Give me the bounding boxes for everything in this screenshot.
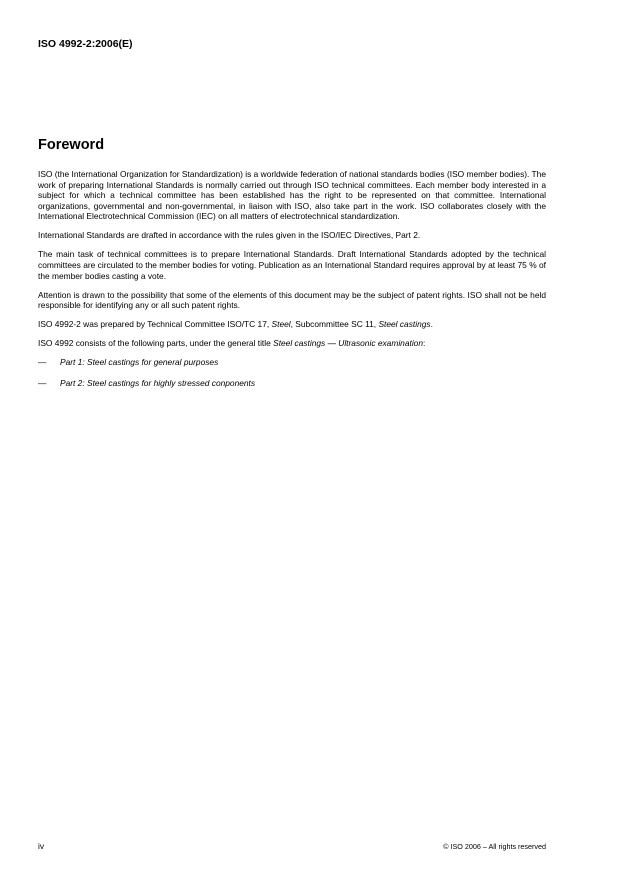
- page-title: Foreword: [38, 137, 105, 153]
- document-id-header: ISO 4992-2:2006(E): [38, 38, 133, 50]
- list-item-part-1: [38, 357, 546, 368]
- paragraph-patent-rights: Attention is drawn to the possibility that some of the elements of this document may be the subject of patent rights. ISO shall not be held responsible for identifying any or all such patent rights.: [38, 289, 546, 311]
- list-item-label: Part 2: Steel castings for highly stressed conponents: [60, 377, 256, 388]
- list-item-part-2: [38, 378, 546, 389]
- prepared-by-text-e: .: [430, 319, 433, 330]
- paragraph-committee-task: The main task of technical committees is to prepare International Standards. Draft International Standards adopted by the technical committees are circulated to the member bodies for voting. Publication as an International Standard requires approval by at least 75 % of the member bodies casting a vote.: [38, 249, 546, 281]
- list-item-label: Part 1: Steel castings for general purposes: [60, 357, 219, 368]
- parts-intro-text-a: ISO 4992 consists of the following parts, under the general title: [38, 338, 274, 349]
- paragraph-prepared-by: [38, 319, 546, 330]
- copyright-notice: © ISO 2006 – All rights reserved: [443, 842, 546, 851]
- parts-intro-text-c: :: [423, 338, 426, 349]
- paragraph-directives: International Standards are drafted in accordance with the rules given in the ISO/IEC Directives, Part 2.: [38, 230, 421, 241]
- prepared-by-subcommittee-title: Steel castings: [378, 319, 431, 330]
- prepared-by-committee-title: Steel: [271, 319, 291, 330]
- parts-general-title: Steel castings — Ultrasonic examination: [273, 338, 423, 349]
- page-number: iv: [38, 841, 45, 851]
- list-dash: —: [38, 357, 47, 368]
- foreword-body: [38, 169, 546, 398]
- paragraph-iso-intro: ISO (the International Organization for Standardization) is a worldwide federation of national standards bodies (ISO member bodies). The work of preparing International Standards is normally carried out through ISO technical committees. Each member body interested in a subject for which a technical committee has been established has the right to be represented on that committee. International organizations, governmental and non-governmental, in liaison with ISO, also take part in the work. ISO collaborates closely with the International Electrotechnical Commission (IEC) on all matters of electrotechnical standardization.: [38, 169, 546, 222]
- paragraph-parts-intro: [38, 338, 546, 349]
- prepared-by-text-a: ISO 4992-2 was prepared by Technical Committee ISO/TC 17,: [38, 319, 272, 330]
- list-dash: —: [38, 377, 47, 388]
- prepared-by-text-c: , Subcommittee SC 11,: [290, 319, 379, 330]
